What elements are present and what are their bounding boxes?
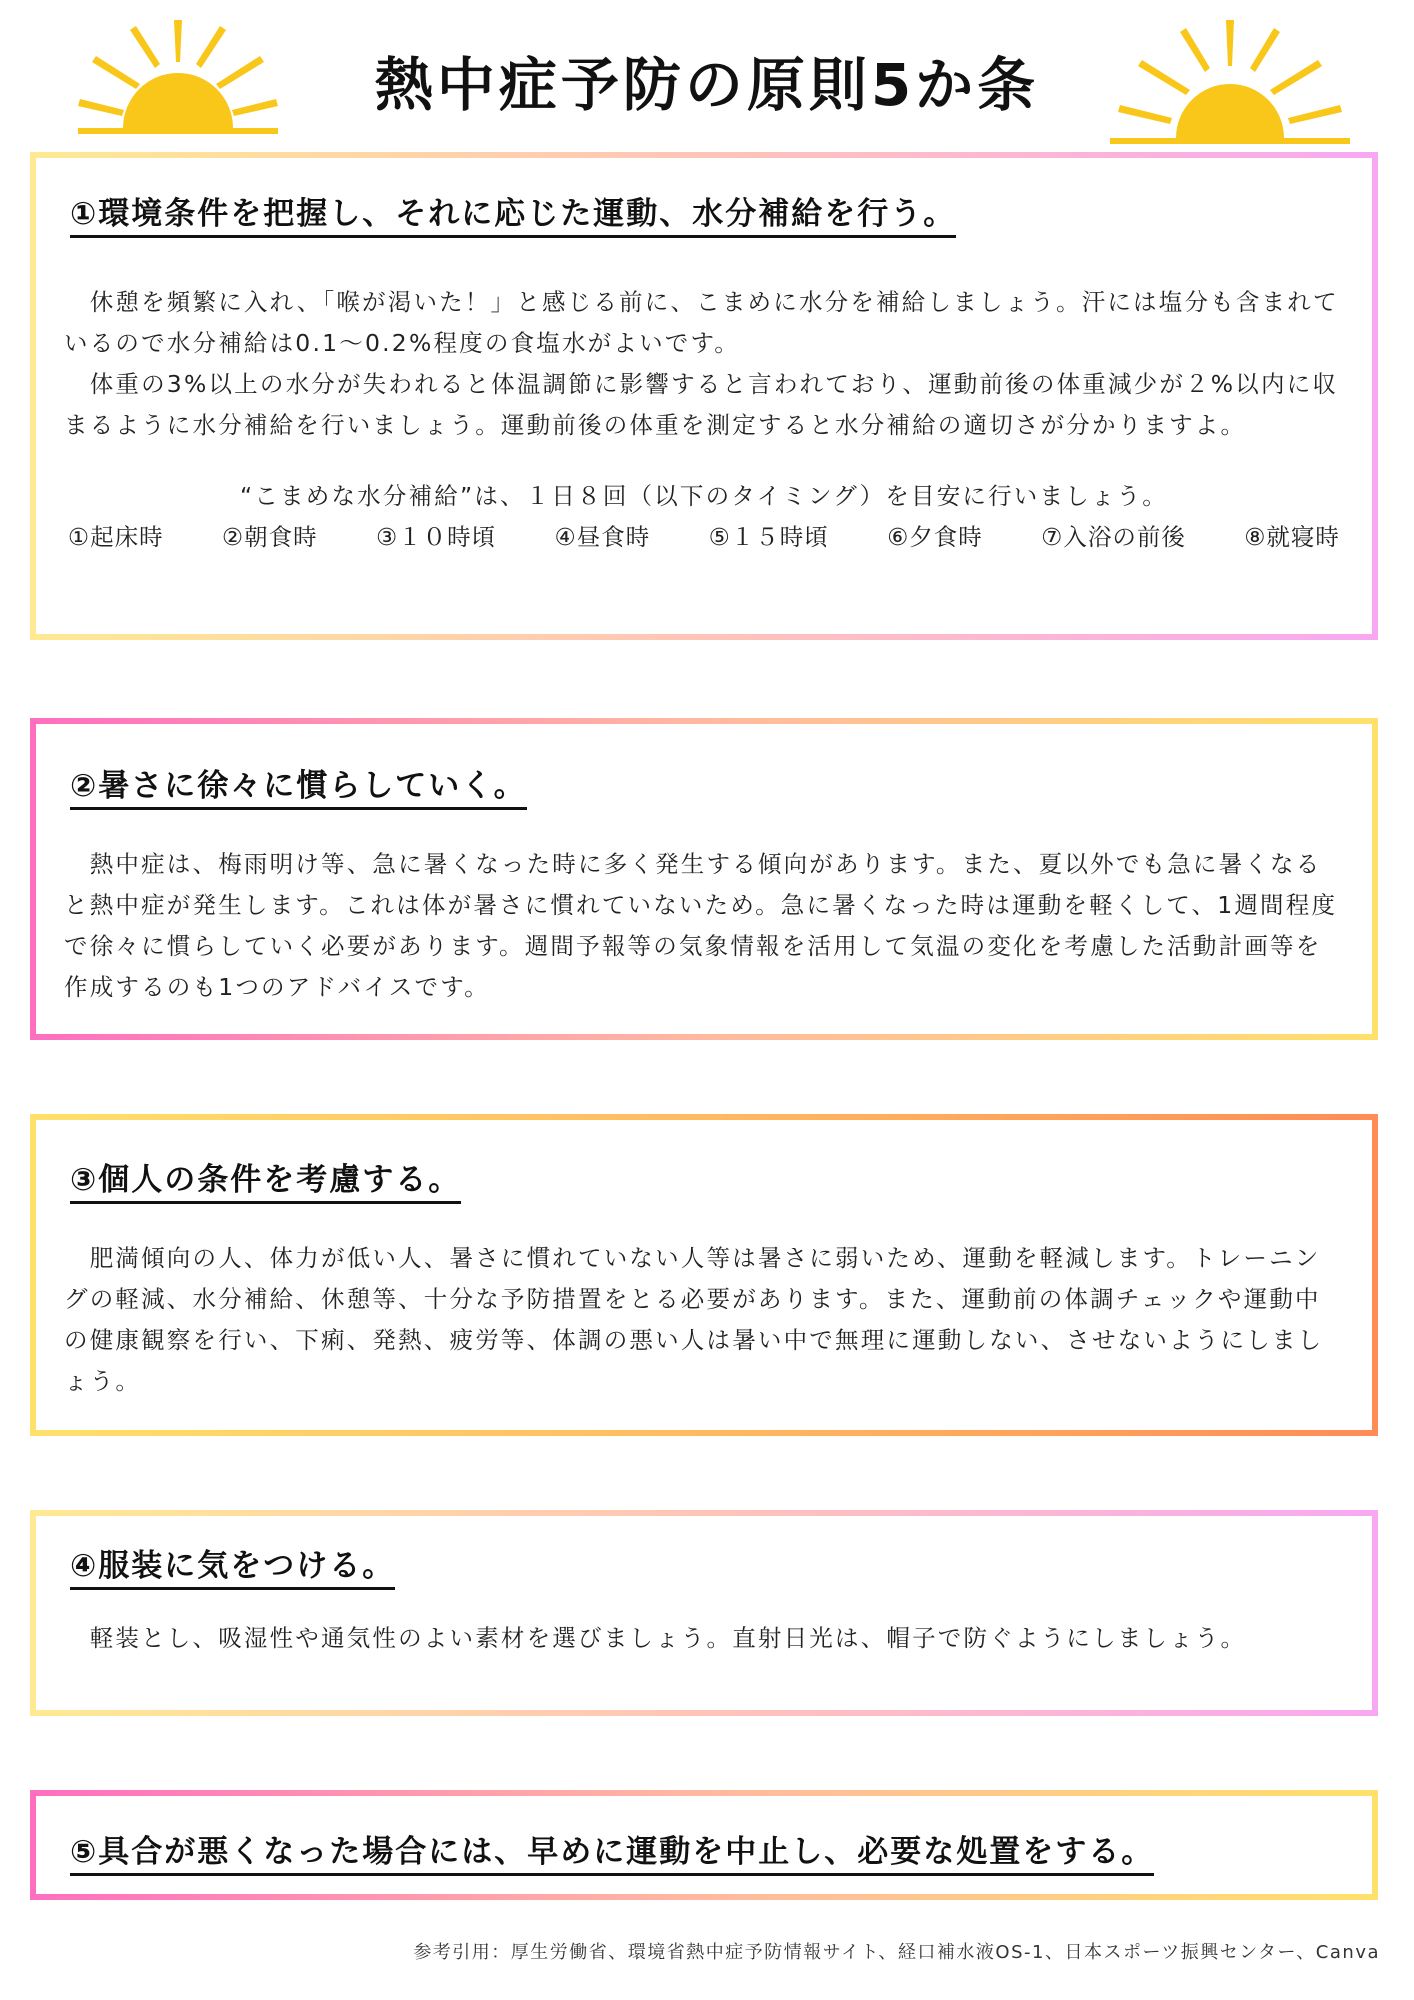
timing-item: ④昼食時 — [554, 523, 651, 551]
section-heading: ②暑さに徐々に慣らしていく。 — [70, 760, 527, 810]
timing-intro: “こまめな水分補給”は、１日８回（以下のタイミング）を目安に行いましょう。 — [239, 482, 1168, 510]
timing-item: ①起床時 — [68, 523, 164, 551]
section-3 — [30, 1114, 1378, 1436]
section-paragraph: 肥満傾向の人、体力が低い人、暑さに慣れていない人等は暑さに弱いため、運動を軽減します。トレーニングの軽減、水分補給、休憩等、十分な予防措置をとる必要があります。また、運動前の体調チェックや運動中の健康観察を行い、下痢、発熱、疲労等、体調の悪い人は暑い中で無理に運動しない、させないようにしましょう。 — [64, 1244, 1324, 1395]
section-1 — [30, 152, 1378, 640]
section-heading: ④服装に気をつける。 — [70, 1540, 395, 1590]
section-4 — [30, 1510, 1378, 1716]
section-heading: ①環境条件を把握し、それに応じた運動、水分補給を行う。 — [70, 188, 956, 238]
timing-item: ②朝食時 — [222, 523, 318, 551]
page-title: 熱中症予防の原則5か条 — [374, 51, 1040, 119]
section-2 — [30, 718, 1378, 1040]
section-paragraph: 軽装とし、吸湿性や通気性のよい素材を選びましょう。直射日光は、帽子で防ぐようにしましょう。 — [64, 1624, 1247, 1652]
section-paragraph: 体重の3%以上の水分が失われると体温調節に影響すると言われており、運動前後の体重減少が２%以内に収まるように水分補給を行いましょう。運動前後の体重を測定すると水分補給の適切さが分かりますよ。 — [64, 370, 1339, 439]
section-heading: ⑤具合が悪くなった場合には、早めに運動を中止し、必要な処置をする。 — [70, 1826, 1154, 1876]
timing-item: ③１０時頃 — [376, 523, 497, 551]
section-paragraph: 休憩を頻繁に入れ、「喉が渇いた！」と感じる前に、こまめに水分を補給しましょう。汗には塩分も含まれているので水分補給は0.1～0.2%程度の食塩水がよいです。 — [64, 288, 1339, 357]
section-paragraph: 熱中症は、梅雨明け等、急に暑くなった時に多く発生する傾向があります。また、夏以外でも急に暑くなると熱中症が発生します。これは体が暑さに慣れていないため。急に暑くなった時は運動を軽くして、1週間程度で徐々に慣らしていく必要があります。週間予報等の気象情報を活用して気温の変化を考慮した活動計画等を作成するのも1つのアドバイスです。 — [64, 850, 1338, 1001]
section-heading: ③個人の条件を考慮する。 — [70, 1154, 461, 1204]
timing-item: ⑦入浴の前後 — [1041, 523, 1186, 551]
reference-footer: 参考引用：厚生労働省、環境省熱中症予防情報サイト、経口補水液OS-1、日本スポーツ振興センター、Canva — [413, 1942, 1380, 1963]
timing-item: ⑧就寝時 — [1244, 523, 1340, 551]
timing-item: ⑥夕食時 — [887, 523, 983, 551]
section-5 — [30, 1790, 1378, 1900]
timing-list — [64, 517, 1344, 558]
timing-item: ⑤１５時頃 — [708, 523, 829, 551]
